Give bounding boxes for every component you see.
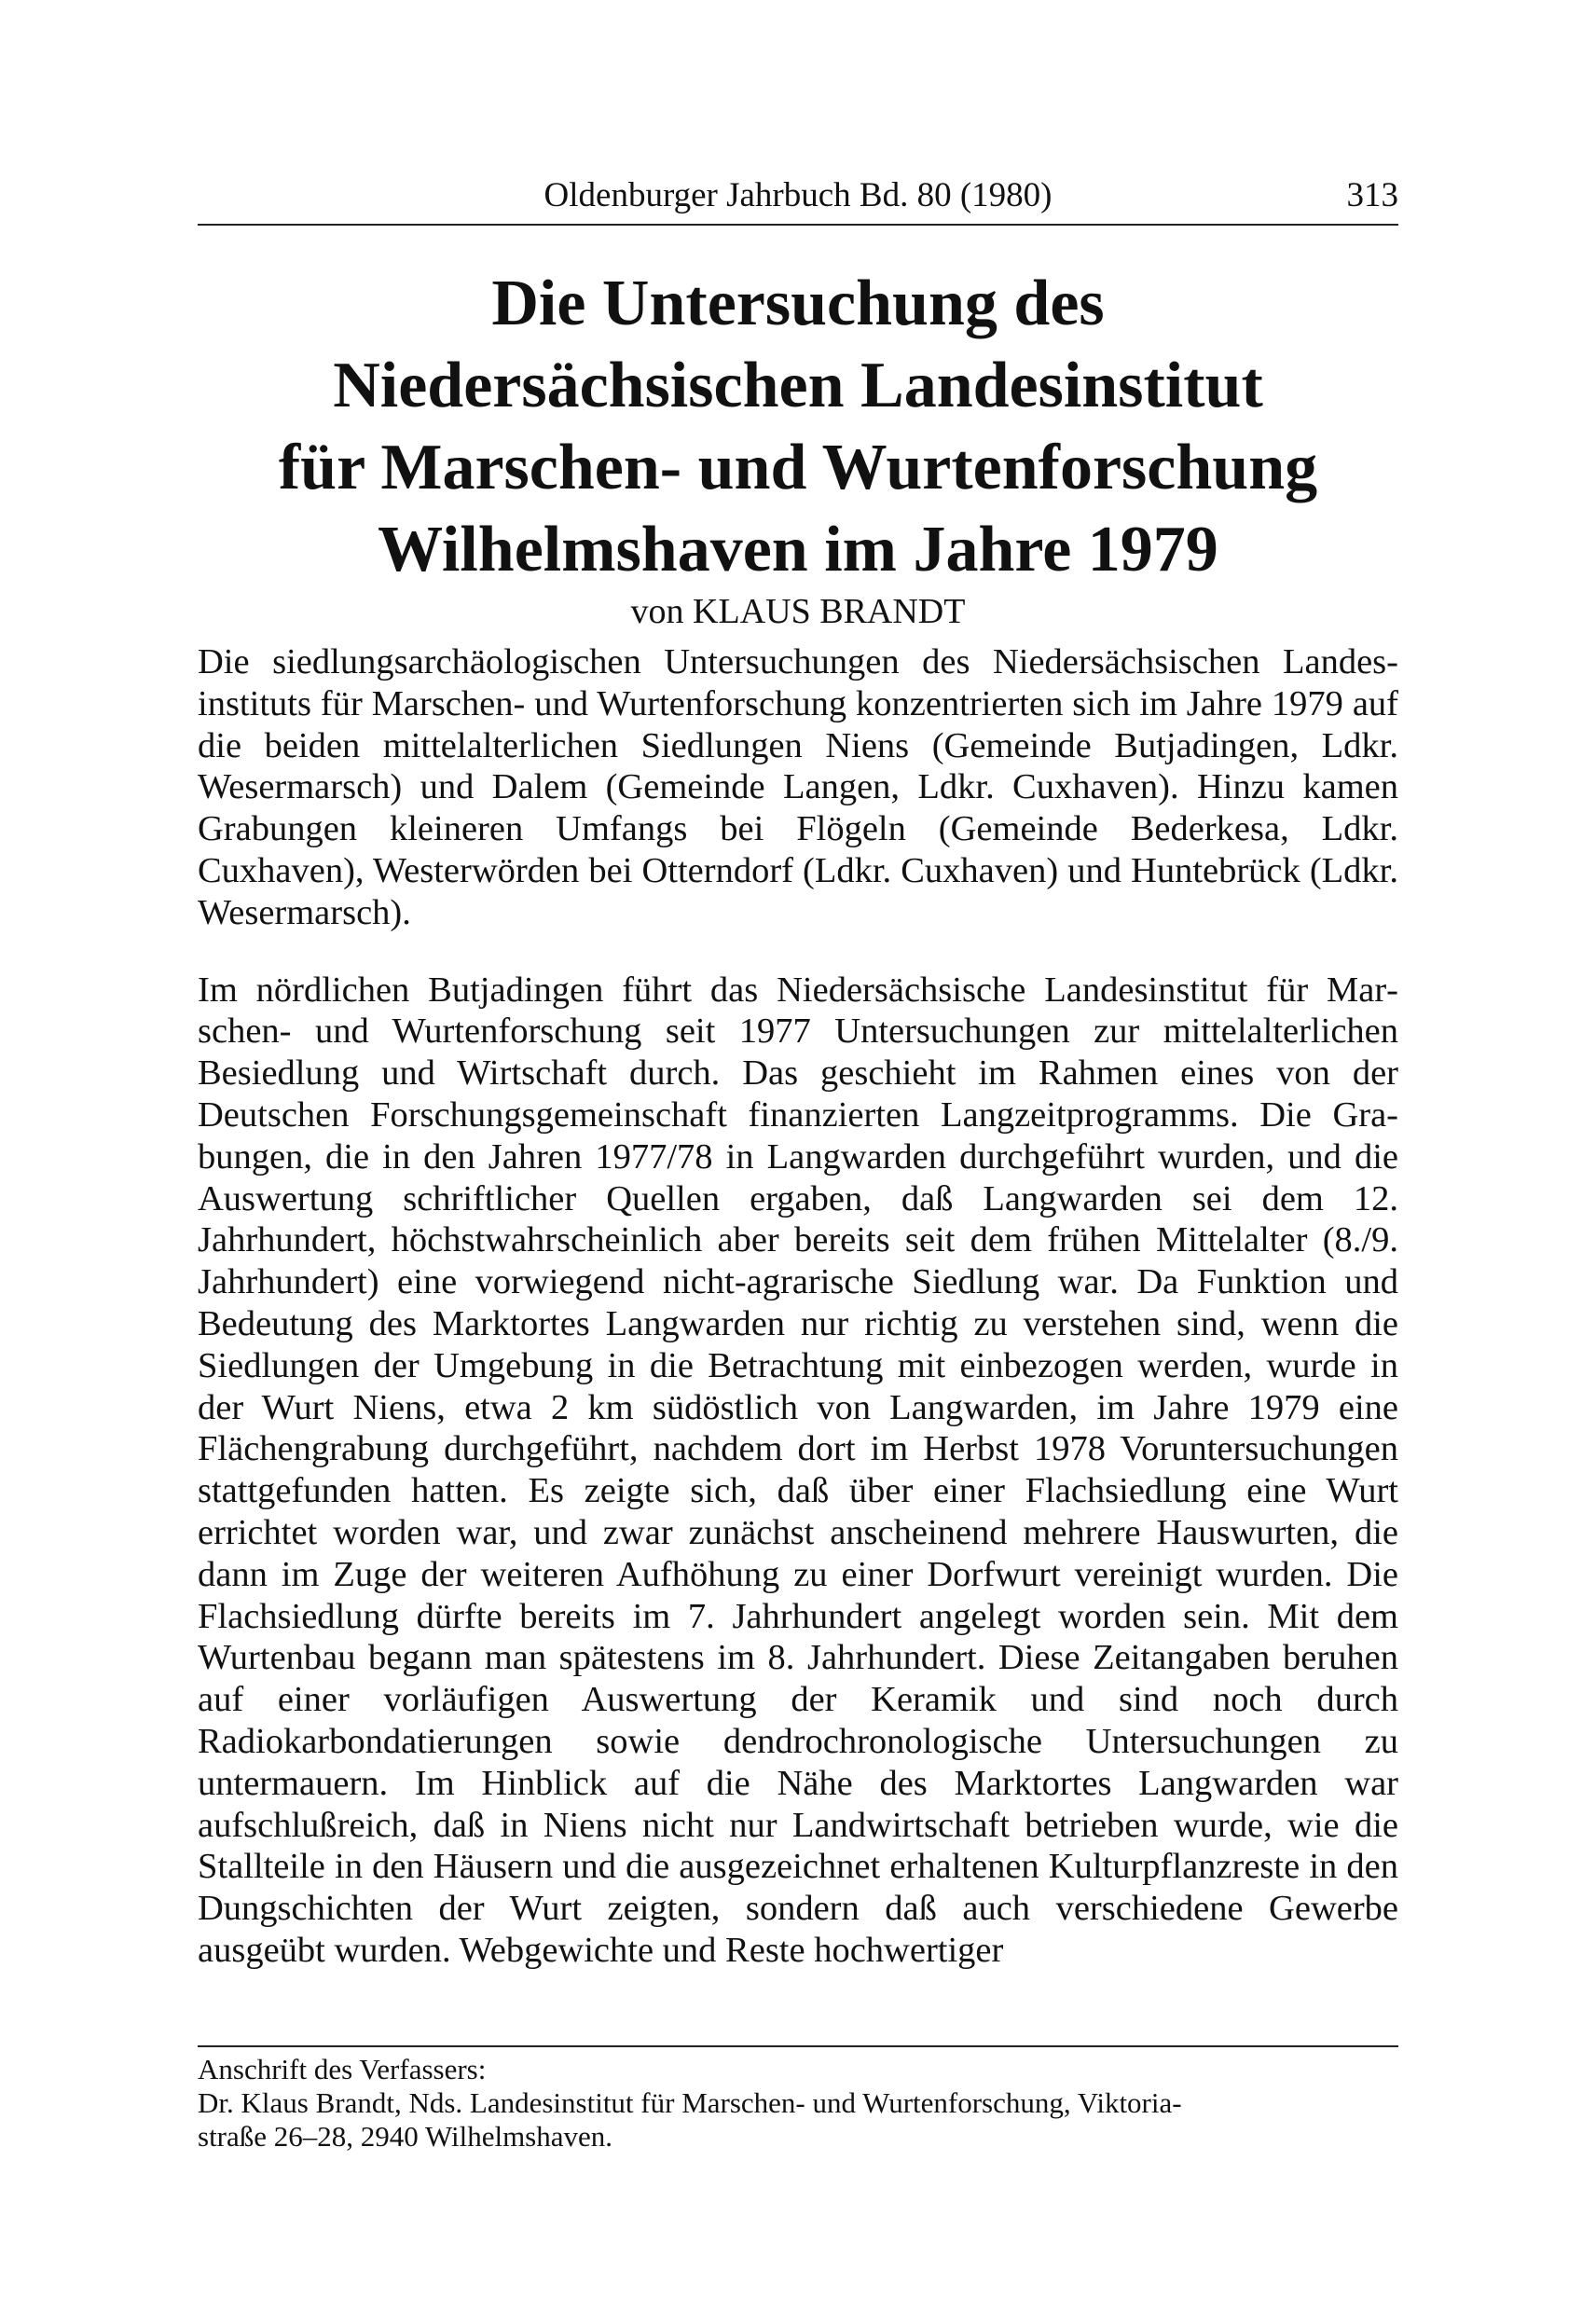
article-title <box>198 263 1398 591</box>
header-rule <box>198 224 1398 226</box>
title-line-1: Die Untersuchung des <box>491 268 1105 339</box>
footnote-rule <box>198 2045 1398 2047</box>
article-body <box>198 641 1398 1972</box>
paragraph-1: Die siedlungsarchäologischen Untersuchungen des Niedersächsischen Landesinstituts für Marschen- und Wurtenforschung konzentrierten sich im Jahre 1979 auf die beiden mittelalterlichen Siedlungen Niens (Gemeinde Butjadingen, Ldkr. Wesermarsch) und Dalem (Gemeinde Langen, Ldkr. Cuxhaven). Hinzu kamen Grabungen kleineren Umfangs bei Flögeln (Gemeinde Bederkesa, Ldkr. Cuxhaven), Westerwörden bei Otterndorf (Ldkr. Cuxhaven) und Huntebrück (Ldkr. Wesermarsch). <box>198 642 1398 932</box>
paragraph-2: Im nördlichen Butjadingen führt das Niedersächsische Landesinstitut für Marschen- und Wurtenforschung seit 1977 Untersuchungen zur mittelalterlichen Besiedlung und Wirtschaft durch. Das geschieht im Rahmen eines von der Deutschen Forschungsgemeinschaft finanzierten Langzeitprogramms. Die Grabungen, die in den Jahren 1977/78 in Langwarden durchgeführt wurden, und die Auswertung schriftlicher Quellen ergaben, daß Langwarden sei dem 12. Jahrhundert, höchstwahrscheinlich aber bereits seit dem frühen Mittelalter (8./9. Jahrhundert) eine vorwiegend nicht-agrarische Siedlung war. Da Funktion und Bedeutung des Marktortes Langwarden nur richtig zu verstehen sind, wenn die Siedlungen der Umgebung in die Betrachtung mit einbezogen werden, wurde in der Wurt Niens, etwa 2 km südöstlich von Langwarden, im Jahre 1979 eine Flächengrabung durchgeführt, nachdem dort im Herbst 1978 Voruntersuchungen stattgefunden hatten. Es zeigte sich, daß über einer Flachsiedlung eine Wurt errichtet worden war, und zwar zunächst anscheinend mehrere Hauswurten, die dann im Zuge der weiteren Aufhöhung zu einer Dorfwurt vereinigt wurden. Die Flachsiedlung dürfte bereits im 7. Jahrhundert angelegt worden sein. Mit dem Wurtenbau begann man spätestens im 8. Jahrhundert. Diese Zeitangaben beruhen auf einer vorläufigen Auswertung der Keramik und sind noch durch Radiokarbondatierungen sowie dendrochronologische Untersuchungen zu untermauern. Im Hinblick auf die Nähe des Marktortes Langwarden war aufschlußreich, daß in Niens nicht nur Landwirtschaft betrieben wurde, wie die Stallteile in den Häusern und die ausgezeichnet erhaltenen Kulturpflanzreste in den Dungschichten der Wurt zeigten, sondern daß auch verschiedene Gewerbe ausgeübt wurden. Webgewichte und Reste hochwertiger <box>198 970 1398 1970</box>
author-address-footnote <box>198 2053 1398 2154</box>
running-head <box>198 172 1398 220</box>
footnote-heading: Anschrift des Verfassers: <box>198 2053 487 2085</box>
document-page <box>198 0 1398 2312</box>
title-line-3: für Marschen- und Wurtenforschung <box>278 432 1318 503</box>
page-number: 313 <box>1346 176 1398 214</box>
journal-citation: Oldenburger Jahrbuch Bd. 80 (1980) <box>543 176 1053 214</box>
footnote-line-1: Dr. Klaus Brandt, Nds. Landesinstitut für Marschen- und Wurtenforschung, Viktoria- <box>198 2086 1182 2119</box>
title-line-2: Niedersächsischen Landesinstitut <box>333 350 1263 421</box>
title-line-4: Wilhelmshaven im Jahre 1979 <box>378 514 1218 585</box>
footnote-line-2: straße 26–28, 2940 Wilhelmshaven. <box>198 2120 613 2153</box>
author-byline: von KLAUS BRANDT <box>630 592 966 631</box>
